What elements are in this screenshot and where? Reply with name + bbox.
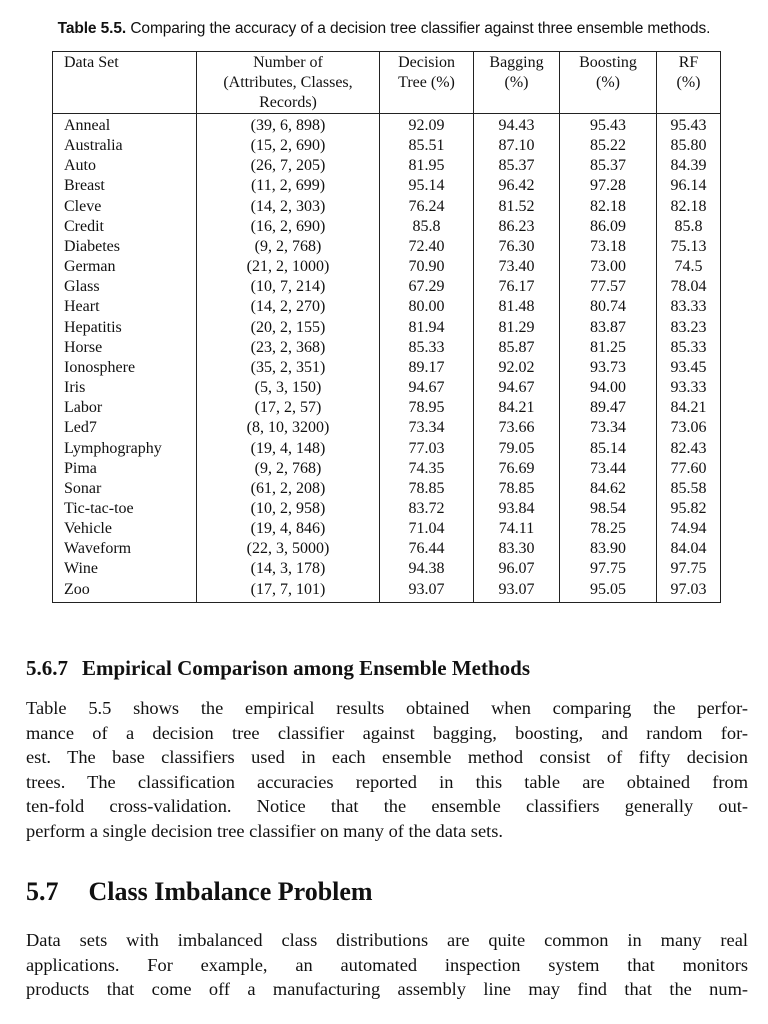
data-set-cell: Tic-tac-toe	[53, 499, 197, 519]
column-header-line: Number of	[253, 54, 323, 71]
table-header-row	[53, 52, 721, 114]
subsection-title: Empirical Comparison among Ensemble Methods	[82, 656, 531, 680]
header-decision-tree	[380, 52, 474, 114]
text-line: perform a single decision tree classifier on many of the data sets.	[26, 820, 503, 841]
decision-tree-cell: 93.07	[380, 580, 474, 603]
bagging-cell: 81.52	[474, 197, 560, 217]
table-caption-text: Comparing the accuracy of a decision tree classifier against three ensemble methods.	[126, 20, 711, 37]
decision-tree-cell: 71.04	[380, 519, 474, 539]
rf-cell: 84.04	[657, 539, 721, 559]
attributes-cell: (19, 4, 846)	[197, 519, 380, 539]
data-set-cell: Pima	[53, 459, 197, 479]
data-set-cell: Hepatitis	[53, 318, 197, 338]
decision-tree-cell: 81.94	[380, 318, 474, 338]
boosting-cell: 95.43	[560, 114, 657, 137]
attributes-cell: (9, 2, 768)	[197, 237, 380, 257]
data-set-cell: Australia	[53, 136, 197, 156]
table-row	[53, 479, 721, 499]
decision-tree-cell: 78.85	[380, 479, 474, 499]
text-line: applications. For example, an automated inspection system that monitors	[26, 954, 748, 975]
accuracy-table	[52, 51, 721, 603]
rf-cell: 93.45	[657, 358, 721, 378]
data-set-cell: Wine	[53, 559, 197, 579]
column-header-line: RF	[678, 54, 699, 71]
decision-tree-cell: 83.72	[380, 499, 474, 519]
attributes-cell: (14, 2, 303)	[197, 197, 380, 217]
attributes-cell: (10, 2, 958)	[197, 499, 380, 519]
table-row	[53, 358, 721, 378]
header-boosting	[560, 52, 657, 114]
table-header	[53, 52, 721, 114]
column-header-line: Data Set	[64, 54, 119, 71]
column-header-line: Tree (%)	[398, 74, 455, 91]
rf-cell: 84.21	[657, 398, 721, 418]
rf-cell: 97.75	[657, 559, 721, 579]
bagging-cell: 83.30	[474, 539, 560, 559]
bagging-cell: 85.87	[474, 338, 560, 358]
boosting-cell: 73.44	[560, 459, 657, 479]
bagging-cell: 94.67	[474, 378, 560, 398]
rf-cell: 95.43	[657, 114, 721, 137]
rf-cell: 82.18	[657, 197, 721, 217]
text-line: mance of a decision tree classifier against bagging, boosting, and random for-	[26, 722, 748, 743]
data-set-cell: Iris	[53, 378, 197, 398]
attributes-cell: (16, 2, 690)	[197, 217, 380, 237]
decision-tree-cell: 95.14	[380, 176, 474, 196]
column-header-line: Bagging	[489, 54, 544, 71]
table-row	[53, 418, 721, 438]
rf-cell: 83.23	[657, 318, 721, 338]
bagging-cell: 87.10	[474, 136, 560, 156]
decision-tree-cell: 76.24	[380, 197, 474, 217]
decision-tree-cell: 89.17	[380, 358, 474, 378]
data-set-cell: Lymphography	[53, 439, 197, 459]
data-set-cell: Sonar	[53, 479, 197, 499]
data-set-cell: Led7	[53, 418, 197, 438]
data-set-cell: Vehicle	[53, 519, 197, 539]
table-row	[53, 197, 721, 217]
table-row	[53, 136, 721, 156]
boosting-cell: 73.00	[560, 257, 657, 277]
rf-cell: 85.8	[657, 217, 721, 237]
bagging-cell: 79.05	[474, 439, 560, 459]
table-row	[53, 318, 721, 338]
attributes-cell: (9, 2, 768)	[197, 459, 380, 479]
rf-cell: 85.58	[657, 479, 721, 499]
data-set-cell: Zoo	[53, 580, 197, 603]
data-set-cell: Heart	[53, 297, 197, 317]
attributes-cell: (15, 2, 690)	[197, 136, 380, 156]
header-data-set	[53, 52, 197, 114]
attributes-cell: (22, 3, 5000)	[197, 539, 380, 559]
attributes-cell: (14, 2, 270)	[197, 297, 380, 317]
boosting-cell: 95.05	[560, 580, 657, 603]
header-bagging	[474, 52, 560, 114]
boosting-cell: 83.87	[560, 318, 657, 338]
data-set-cell: Ionosphere	[53, 358, 197, 378]
column-header-line: (%)	[504, 74, 529, 91]
column-header-line: (%)	[596, 74, 620, 91]
data-set-cell: German	[53, 257, 197, 277]
data-set-cell: Auto	[53, 156, 197, 176]
rf-cell: 78.04	[657, 277, 721, 297]
boosting-cell: 83.90	[560, 539, 657, 559]
table-row	[53, 114, 721, 137]
data-set-cell: Waveform	[53, 539, 197, 559]
boosting-cell: 80.74	[560, 297, 657, 317]
attributes-cell: (17, 7, 101)	[197, 580, 380, 603]
boosting-cell: 73.34	[560, 418, 657, 438]
table-row	[53, 499, 721, 519]
boosting-cell: 86.09	[560, 217, 657, 237]
rf-cell: 85.33	[657, 338, 721, 358]
data-set-cell: Breast	[53, 176, 197, 196]
section-paragraph	[26, 928, 748, 1002]
table-row	[53, 378, 721, 398]
attributes-cell: (17, 2, 57)	[197, 398, 380, 418]
bagging-cell: 76.69	[474, 459, 560, 479]
bagging-cell: 84.21	[474, 398, 560, 418]
rf-cell: 75.13	[657, 237, 721, 257]
bagging-cell: 81.29	[474, 318, 560, 338]
decision-tree-cell: 92.09	[380, 114, 474, 137]
attributes-cell: (5, 3, 150)	[197, 378, 380, 398]
table-row	[53, 559, 721, 579]
column-header-line: Decision	[398, 54, 455, 71]
data-set-cell: Anneal	[53, 114, 197, 137]
bagging-cell: 76.17	[474, 277, 560, 297]
section-number: 5.7	[26, 877, 59, 906]
rf-cell: 97.03	[657, 580, 721, 603]
bagging-cell: 76.30	[474, 237, 560, 257]
decision-tree-cell: 76.44	[380, 539, 474, 559]
rf-cell: 77.60	[657, 459, 721, 479]
boosting-cell: 85.22	[560, 136, 657, 156]
table-row	[53, 580, 721, 603]
attributes-cell: (10, 7, 214)	[197, 277, 380, 297]
attributes-cell: (39, 6, 898)	[197, 114, 380, 137]
table-row	[53, 217, 721, 237]
table-row	[53, 439, 721, 459]
table-row	[53, 519, 721, 539]
table-body	[53, 114, 721, 603]
bagging-cell: 86.23	[474, 217, 560, 237]
subsection-heading	[26, 656, 530, 681]
bagging-cell: 78.85	[474, 479, 560, 499]
decision-tree-cell: 85.8	[380, 217, 474, 237]
bagging-cell: 73.40	[474, 257, 560, 277]
bagging-cell: 96.42	[474, 176, 560, 196]
decision-tree-cell: 70.90	[380, 257, 474, 277]
rf-cell: 74.5	[657, 257, 721, 277]
data-set-cell: Horse	[53, 338, 197, 358]
table-row	[53, 297, 721, 317]
table-row	[53, 338, 721, 358]
attributes-cell: (11, 2, 699)	[197, 176, 380, 196]
rf-cell: 85.80	[657, 136, 721, 156]
rf-cell: 82.43	[657, 439, 721, 459]
boosting-cell: 81.25	[560, 338, 657, 358]
section-title: Class Imbalance Problem	[88, 877, 373, 906]
table-caption	[0, 20, 768, 38]
boosting-cell: 85.14	[560, 439, 657, 459]
boosting-cell: 85.37	[560, 156, 657, 176]
decision-tree-cell: 94.67	[380, 378, 474, 398]
decision-tree-cell: 85.33	[380, 338, 474, 358]
data-set-cell: Credit	[53, 217, 197, 237]
rf-cell: 74.94	[657, 519, 721, 539]
boosting-cell: 82.18	[560, 197, 657, 217]
attributes-cell: (23, 2, 368)	[197, 338, 380, 358]
table-row	[53, 398, 721, 418]
bagging-cell: 74.11	[474, 519, 560, 539]
data-set-cell: Glass	[53, 277, 197, 297]
table-row	[53, 459, 721, 479]
decision-tree-cell: 67.29	[380, 277, 474, 297]
attributes-cell: (14, 3, 178)	[197, 559, 380, 579]
table-row	[53, 156, 721, 176]
column-header-line: (%)	[676, 74, 701, 91]
table-row	[53, 257, 721, 277]
boosting-cell: 93.73	[560, 358, 657, 378]
rf-cell: 95.82	[657, 499, 721, 519]
boosting-cell: 97.28	[560, 176, 657, 196]
attributes-cell: (8, 10, 3200)	[197, 418, 380, 438]
data-set-cell: Cleve	[53, 197, 197, 217]
rf-cell: 96.14	[657, 176, 721, 196]
section-heading	[26, 877, 373, 907]
rf-cell: 93.33	[657, 378, 721, 398]
text-line: Table 5.5 shows the empirical results obtained when comparing the perfor-	[26, 698, 748, 718]
boosting-cell: 78.25	[560, 519, 657, 539]
rf-cell: 83.33	[657, 297, 721, 317]
data-set-cell: Diabetes	[53, 237, 197, 257]
bagging-cell: 81.48	[474, 297, 560, 317]
attributes-cell: (21, 2, 1000)	[197, 257, 380, 277]
table-caption-label: Table 5.5.	[57, 20, 127, 37]
bagging-cell: 96.07	[474, 559, 560, 579]
attributes-cell: (19, 4, 148)	[197, 439, 380, 459]
attributes-cell: (26, 7, 205)	[197, 156, 380, 176]
decision-tree-cell: 74.35	[380, 459, 474, 479]
boosting-cell: 97.75	[560, 559, 657, 579]
decision-tree-cell: 94.38	[380, 559, 474, 579]
attributes-cell: (35, 2, 351)	[197, 358, 380, 378]
attributes-cell: (20, 2, 155)	[197, 318, 380, 338]
subsection-number: 5.6.7	[26, 656, 68, 680]
text-line: est. The base classifiers used in each ensemble method consist of fifty decision	[26, 747, 748, 768]
table-row	[53, 237, 721, 257]
decision-tree-cell: 81.95	[380, 156, 474, 176]
rf-cell: 73.06	[657, 418, 721, 438]
bagging-cell: 85.37	[474, 156, 560, 176]
attributes-cell: (61, 2, 208)	[197, 479, 380, 499]
decision-tree-cell: 80.00	[380, 297, 474, 317]
header-rf	[657, 52, 721, 114]
text-line: ten-fold cross-validation. Notice that the ensemble classifiers generally out-	[26, 796, 748, 817]
boosting-cell: 84.62	[560, 479, 657, 499]
decision-tree-cell: 85.51	[380, 136, 474, 156]
table-row	[53, 176, 721, 196]
bagging-cell: 93.07	[474, 580, 560, 603]
decision-tree-cell: 72.40	[380, 237, 474, 257]
text-line: Data sets with imbalanced class distributions are quite common in many real	[26, 930, 748, 950]
column-header-line: Boosting	[579, 54, 637, 71]
text-line: trees. The classification accuracies reported in this table are obtained from	[26, 771, 748, 792]
decision-tree-cell: 73.34	[380, 418, 474, 438]
bagging-cell: 92.02	[474, 358, 560, 378]
boosting-cell: 73.18	[560, 237, 657, 257]
rf-cell: 84.39	[657, 156, 721, 176]
table-row	[53, 277, 721, 297]
decision-tree-cell: 77.03	[380, 439, 474, 459]
table-row	[53, 539, 721, 559]
subsection-paragraph	[26, 696, 748, 844]
column-header-line: Records)	[259, 94, 317, 111]
boosting-cell: 77.57	[560, 277, 657, 297]
data-set-cell: Labor	[53, 398, 197, 418]
bagging-cell: 94.43	[474, 114, 560, 137]
bagging-cell: 73.66	[474, 418, 560, 438]
boosting-cell: 89.47	[560, 398, 657, 418]
decision-tree-cell: 78.95	[380, 398, 474, 418]
header-number-of	[197, 52, 380, 114]
column-header-line: (Attributes, Classes,	[223, 74, 353, 91]
bagging-cell: 93.84	[474, 499, 560, 519]
text-line: products that come off a manufacturing assembly line may find that the num-	[26, 979, 748, 1000]
boosting-cell: 98.54	[560, 499, 657, 519]
boosting-cell: 94.00	[560, 378, 657, 398]
